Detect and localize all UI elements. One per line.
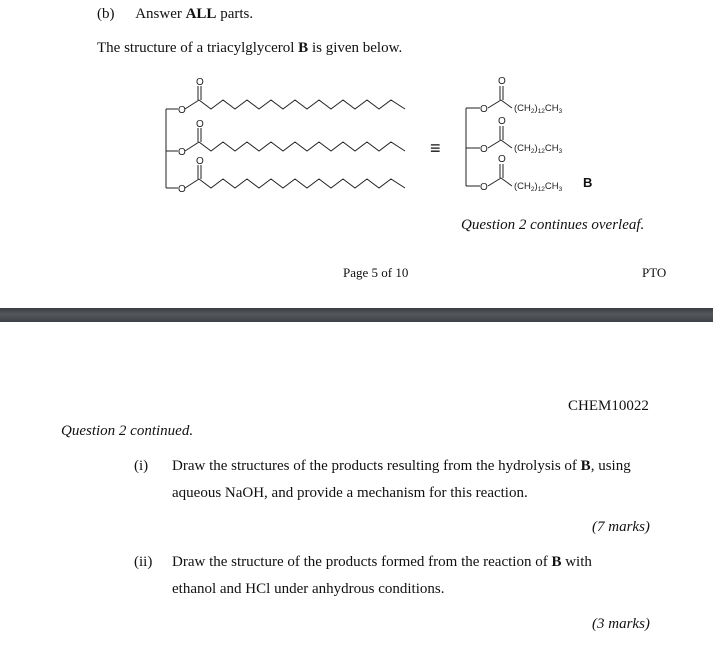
equivalence-sign: ≡ (430, 138, 441, 158)
fatty-chain-1 (199, 100, 405, 109)
o-atom-ester-1: O (178, 105, 186, 116)
page-number: Page 5 of 10 (343, 265, 409, 280)
o-atom-carbonyl-1: O (196, 77, 204, 88)
question-i-marks: (7 marks) (592, 519, 650, 535)
question-i-line2: aqueous NaOH, and provide a mechanism for this reaction. (172, 485, 528, 501)
fatty-chain-2 (199, 142, 405, 151)
condensed-structure (458, 70, 638, 200)
continues-overleaf-note: Question 2 continues overleaf. (461, 217, 645, 233)
question-ii-marks: (3 marks) (592, 616, 650, 632)
chain-formula-3: $(CH_2)_{12}CH_3$ (514, 181, 563, 193)
skeletal-structure (160, 72, 420, 197)
chain-formula-1: $(CH_2)_{12}CH_3$ (514, 103, 563, 115)
compound-label-b: B (583, 175, 593, 190)
chain-formula-2: $(CH_2)_{12}CH_3$ (514, 143, 563, 155)
page-break-divider (0, 308, 713, 322)
fatty-chain-3 (199, 179, 405, 188)
o-atom-ester-1: O (480, 104, 488, 115)
question-ii-text: Draw the structure of the products formed from the reaction of (172, 554, 548, 570)
o-atom-ester-3: O (178, 184, 186, 195)
intro-text: The structure of a triacylglycerol (97, 40, 295, 56)
o-atom-carbonyl-2: O (196, 119, 204, 130)
question-i-label: (i) (134, 458, 149, 474)
course-code: CHEM10022 (568, 398, 649, 414)
o-atom-ester-2: O (480, 144, 488, 155)
o-atom-ester-2: O (178, 147, 186, 158)
part-instruction-all: ALL (185, 6, 217, 22)
part-instruction-end: parts. (220, 6, 254, 22)
question-i-line1 (172, 457, 631, 475)
o-atom-carbonyl-1: O (498, 76, 506, 87)
part-b-heading (97, 5, 253, 23)
question-ii-line1 (172, 553, 592, 571)
o-atom-carbonyl-3: O (196, 156, 204, 167)
intro-compound: B (298, 40, 309, 56)
question-ii-line2: ethanol and HCl under anhydrous conditions. (172, 581, 445, 597)
o-atom-carbonyl-3: O (498, 154, 506, 165)
structure-intro (97, 39, 402, 57)
question-ii-compound: B (551, 554, 562, 570)
intro-text-end: is given below. (311, 40, 403, 56)
question-i-compound: B (580, 458, 591, 474)
question-continued-heading: Question 2 continued. (61, 423, 194, 439)
question-ii-text-end: with (565, 554, 592, 570)
part-label: (b) (97, 6, 115, 22)
o-atom-carbonyl-2: O (498, 116, 506, 127)
part-instruction: Answer (135, 6, 182, 22)
question-i-text-end: , using (590, 458, 631, 474)
pto-marker: PTO (642, 265, 667, 280)
question-i-text: Draw the structures of the products resulting from the hydrolysis of (172, 458, 577, 474)
o-atom-ester-3: O (480, 182, 488, 193)
question-ii-label: (ii) (134, 554, 153, 570)
